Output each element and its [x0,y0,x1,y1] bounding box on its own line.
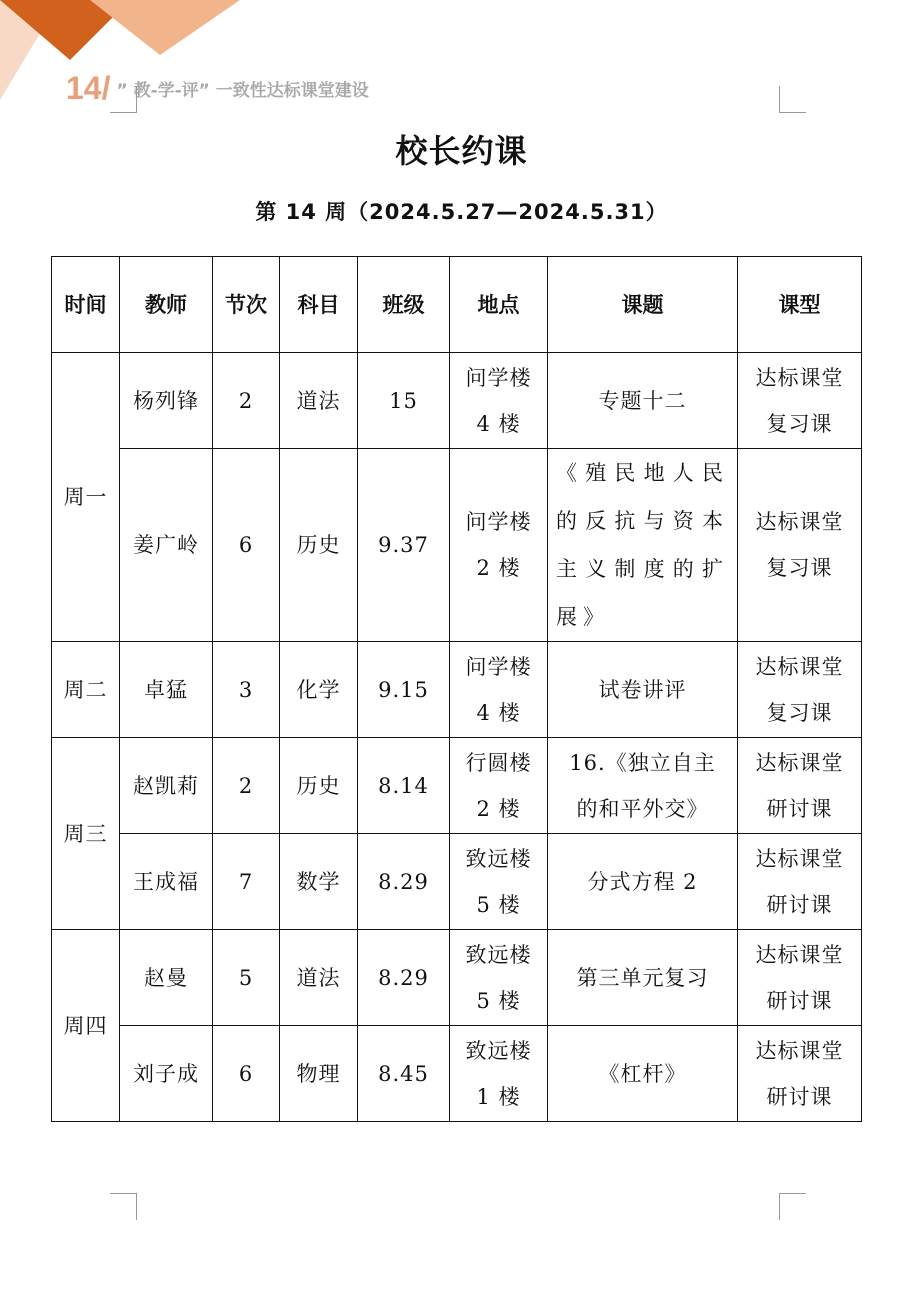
page-subtitle: 第 14 周（2024.5.27—2024.5.31） [255,200,668,224]
topic-cell: 专题十二 [548,353,738,449]
place-building: 问学楼 [465,510,532,534]
class-cell: 8.29 [358,834,450,930]
period-cell: 7 [213,834,280,930]
topic-cell: 《杠杆》 [548,1026,738,1122]
table-row [52,930,862,1026]
type-cell [738,930,862,1026]
topic-line-2: 的和平外交》 [576,796,709,821]
type-line-2: 复习课 [766,556,833,580]
place-building: 致远楼 [465,846,532,871]
place-floor: 2 楼 [476,556,521,580]
period-cell: 3 [213,642,280,738]
type-line-1: 达标课堂 [755,942,844,967]
table-row [52,449,862,642]
place-floor: 5 楼 [476,988,521,1013]
day-cell: 周四 [52,930,120,1122]
topic-line-1: 16.《独立自主 [569,750,716,775]
type-line-2: 复习课 [766,700,833,725]
subject-cell: 物理 [280,1026,358,1122]
teacher-cell: 卓猛 [120,642,213,738]
header-subject: 科目 [280,257,358,353]
type-cell [738,738,862,834]
place-floor: 1 楼 [476,1084,521,1109]
period-cell: 5 [213,930,280,1026]
subject-cell: 道法 [280,353,358,449]
place-cell [450,834,548,930]
place-cell [450,738,548,834]
table-header-row [52,257,862,353]
table-row [52,353,862,449]
place-building: 致远楼 [465,1038,532,1063]
subject-cell: 历史 [280,738,358,834]
type-cell [738,353,862,449]
teacher-cell: 王成福 [120,834,213,930]
period-cell: 2 [213,353,280,449]
type-line-1: 达标课堂 [755,1038,844,1063]
subject-cell: 数学 [280,834,358,930]
page-number: 14 [66,70,102,106]
place-floor: 4 楼 [476,411,521,436]
table-row [52,834,862,930]
place-building: 问学楼 [465,654,532,679]
header-slash: / [101,70,111,106]
day-cell: 周三 [52,738,120,930]
header-class: 班级 [358,257,450,353]
class-cell: 15 [358,353,450,449]
header-period: 节次 [213,257,280,353]
crop-mark-top-right [779,86,806,113]
header-place: 地点 [450,257,548,353]
crop-mark-top-left [110,86,137,113]
header-time: 时间 [52,257,120,353]
topic-cell: 试卷讲评 [548,642,738,738]
subject-cell: 化学 [280,642,358,738]
class-cell: 8.29 [358,930,450,1026]
type-cell [738,834,862,930]
type-cell [738,642,862,738]
type-line-2: 研讨课 [766,988,833,1013]
place-building: 问学楼 [465,365,532,390]
place-cell [450,449,548,642]
place-floor: 2 楼 [476,796,521,821]
topic-cell: 第三单元复习 [548,930,738,1026]
crop-mark-bottom-left [110,1193,137,1220]
type-line-1: 达标课堂 [755,846,844,871]
teacher-cell: 赵凯莉 [120,738,213,834]
subject-cell: 历史 [280,449,358,642]
day-cell: 周二 [52,642,120,738]
period-cell: 2 [213,738,280,834]
type-line-2: 研讨课 [766,892,833,917]
header-teacher: 教师 [120,257,213,353]
table-row [52,1026,862,1122]
class-cell: 9.15 [358,642,450,738]
topic-cell: 分式方程 2 [548,834,738,930]
header-topic: 课题 [548,257,738,353]
place-building: 行圆楼 [465,750,532,775]
place-cell [450,930,548,1026]
class-cell: 9.37 [358,449,450,642]
place-cell [450,353,548,449]
teacher-cell: 杨列锋 [120,353,213,449]
place-floor: 4 楼 [476,700,521,725]
teacher-cell: 刘子成 [120,1026,213,1122]
type-line-1: 达标课堂 [755,510,844,534]
period-cell: 6 [213,1026,280,1122]
teacher-cell: 赵曼 [120,930,213,1026]
type-cell [738,1026,862,1122]
table-row [52,642,862,738]
schedule-table [51,256,862,1122]
teacher-cell: 姜广岭 [120,449,213,642]
place-cell [450,1026,548,1122]
series-title: ” 教-学-评” 一致性达标课堂建设 [116,81,369,101]
subject-cell: 道法 [280,930,358,1026]
class-cell: 8.45 [358,1026,450,1122]
header-type: 课型 [738,257,862,353]
type-line-1: 达标课堂 [755,750,844,775]
day-cell: 周一 [52,353,120,642]
place-building: 致远楼 [465,942,532,967]
period-cell: 6 [213,449,280,642]
table-row [52,738,862,834]
type-line-2: 研讨课 [766,1084,833,1109]
place-cell [450,642,548,738]
type-line-1: 达标课堂 [755,654,844,679]
page-title: 校长约课 [395,132,528,170]
place-floor: 5 楼 [476,892,521,917]
topic-cell [548,738,738,834]
class-cell: 8.14 [358,738,450,834]
crop-mark-bottom-right [779,1193,806,1220]
topic-cell: 《殖民地人民的反抗与资本主义制度的扩展》 [548,449,738,642]
type-line-2: 研讨课 [766,796,833,821]
type-cell [738,449,862,642]
type-line-1: 达标课堂 [755,365,844,390]
type-line-2: 复习课 [766,411,833,436]
